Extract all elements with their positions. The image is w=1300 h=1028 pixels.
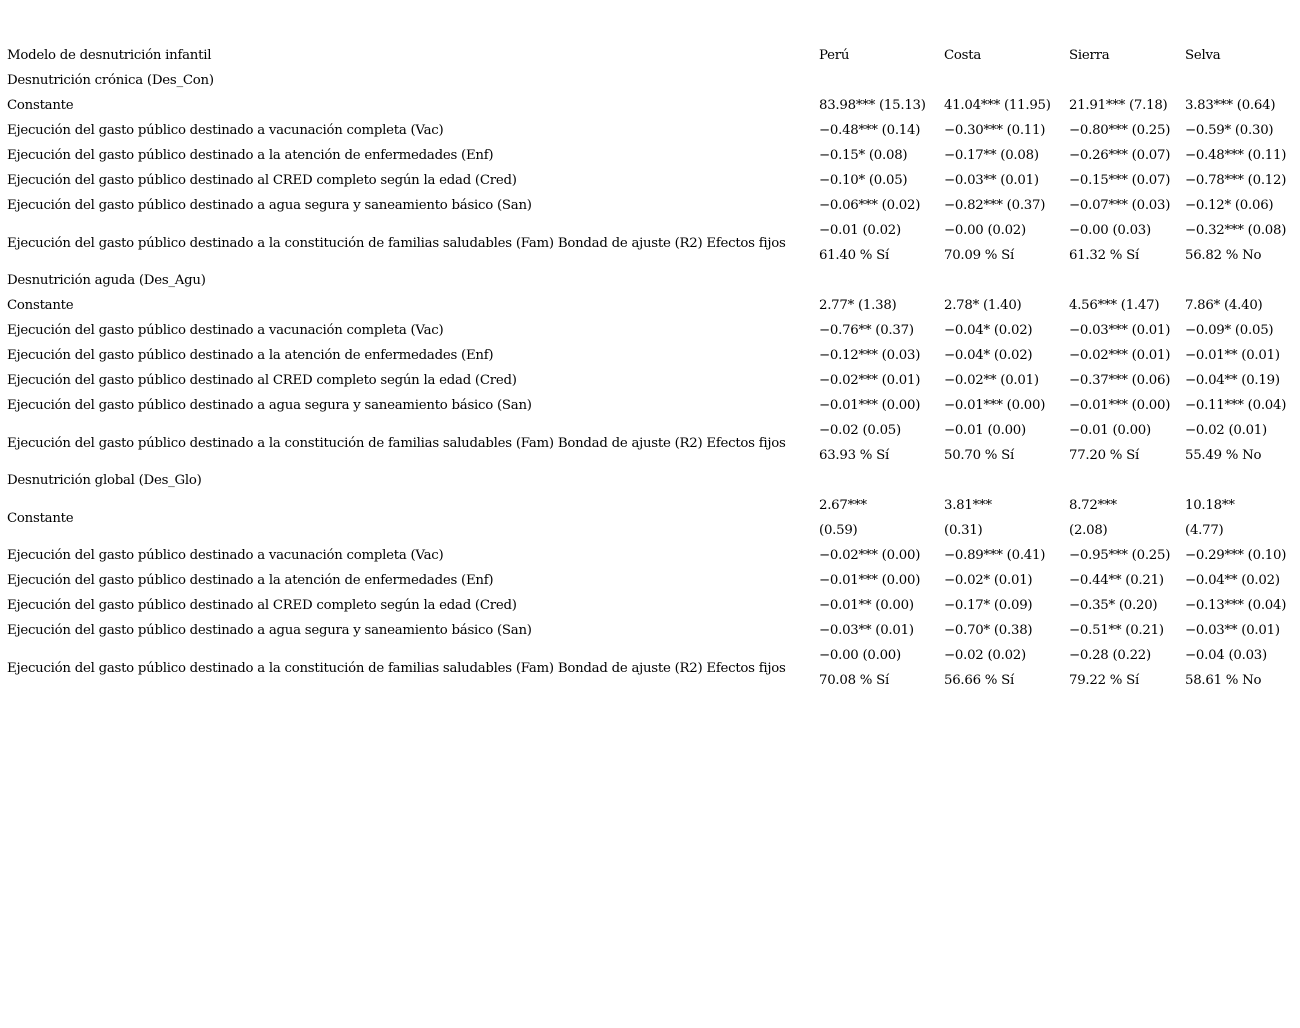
- value-cell: 4.56*** (1.47): [1069, 298, 1160, 313]
- row-label: Ejecución del gasto público destinado a vacunación completa (Vac): [7, 548, 444, 563]
- value-cell: −0.15* (0.08): [819, 148, 908, 163]
- value-cell: −0.28 (0.22): [1069, 648, 1151, 663]
- value-cell: −0.02 (0.05): [819, 423, 901, 438]
- value-cell: −0.01 (0.00): [1069, 423, 1151, 438]
- table-row: [7, 118, 1297, 143]
- value-cell: −0.01 (0.00): [944, 423, 1026, 438]
- value-cell: −0.80*** (0.25): [1069, 123, 1171, 138]
- table-row: [7, 393, 1297, 418]
- fit-cell: 70.08 % Sí: [819, 673, 890, 688]
- row-label: Ejecución del gasto público destinado al CRED completo según la edad (Cred): [7, 598, 517, 613]
- fit-cell: 55.49 % No: [1185, 448, 1262, 463]
- value-cell: −0.03*** (0.01): [1069, 323, 1171, 338]
- fit-cell: 79.22 % Sí: [1069, 673, 1140, 688]
- value-cell: −0.32*** (0.08): [1185, 223, 1287, 238]
- coef-cell: 2.67***: [819, 498, 867, 513]
- table-row: [7, 318, 1297, 343]
- value-cell: −0.35* (0.20): [1069, 598, 1158, 613]
- value-cell: −0.76** (0.37): [819, 323, 914, 338]
- value-cell: −0.04** (0.19): [1185, 373, 1280, 388]
- value-cell: −0.29*** (0.10): [1185, 548, 1287, 563]
- value-cell: 41.04*** (11.95): [944, 98, 1051, 113]
- row-label: Ejecución del gasto público destinado al CRED completo según la edad (Cred): [7, 373, 517, 388]
- table-row: [7, 218, 1297, 243]
- fit-cell: 77.20 % Sí: [1069, 448, 1140, 463]
- table-row: [7, 343, 1297, 368]
- value-cell: −0.04* (0.02): [944, 348, 1033, 363]
- header-cell-costa: Costa: [944, 48, 982, 63]
- row-label: Constante: [7, 510, 74, 526]
- value-cell: −0.13*** (0.04): [1185, 598, 1287, 613]
- fam-fit-label: Ejecución del gasto público destinado a la constitución de familias saludables (Fam) Bondad de ajuste (R2) Efectos fijos: [7, 660, 786, 676]
- value-cell: −0.04** (0.02): [1185, 573, 1280, 588]
- value-cell: −0.37*** (0.06): [1069, 373, 1171, 388]
- value-cell: −0.04 (0.03): [1185, 648, 1267, 663]
- coef-cell: 8.72***: [1069, 498, 1117, 513]
- value-cell: −0.04* (0.02): [944, 323, 1033, 338]
- row-label: Ejecución del gasto público destinado a la atención de enfermedades (Enf): [7, 573, 494, 588]
- value-cell: −0.01*** (0.00): [819, 573, 921, 588]
- table-row: [7, 643, 1297, 668]
- row-label: Ejecución del gasto público destinado a agua segura y saneamiento básico (San): [7, 623, 532, 638]
- fam-fit-label: Ejecución del gasto público destinado a la constitución de familias saludables (Fam) Bondad de ajuste (R2) Efectos fijos: [7, 435, 786, 451]
- table-row: [7, 568, 1297, 593]
- value-cell: −0.03** (0.01): [819, 623, 914, 638]
- table-row: [7, 193, 1297, 218]
- row-label: Ejecución del gasto público destinado a agua segura y saneamiento básico (San): [7, 398, 532, 413]
- row-label: Ejecución del gasto público destinado a vacunación completa (Vac): [7, 123, 444, 138]
- fit-cell: 56.82 % No: [1185, 248, 1262, 263]
- section-title: Desnutrición aguda (Des_Agu): [7, 273, 206, 288]
- value-cell: −0.01*** (0.00): [944, 398, 1046, 413]
- header-cell-selva: Selva: [1185, 48, 1221, 63]
- value-cell: −0.02** (0.01): [944, 373, 1039, 388]
- value-cell: −0.95*** (0.25): [1069, 548, 1171, 563]
- value-cell: −0.01 (0.02): [819, 223, 901, 238]
- table-row: [7, 543, 1297, 568]
- coef-cell: 10.18**: [1185, 498, 1235, 513]
- value-cell: −0.03** (0.01): [1185, 623, 1280, 638]
- table-row: [7, 168, 1297, 193]
- fit-cell: 63.93 % Sí: [819, 448, 890, 463]
- value-cell: −0.89*** (0.41): [944, 548, 1046, 563]
- row-label: Constante: [7, 298, 74, 313]
- value-cell: −0.48*** (0.14): [819, 123, 921, 138]
- value-cell: 83.98*** (15.13): [819, 98, 926, 113]
- value-cell: −0.11*** (0.04): [1185, 398, 1287, 413]
- value-cell: −0.02 (0.02): [944, 648, 1026, 663]
- table-row: [7, 418, 1297, 443]
- value-cell: −0.01** (0.01): [1185, 348, 1280, 363]
- value-cell: −0.78*** (0.12): [1185, 173, 1287, 188]
- header-cell-sierra: Sierra: [1069, 48, 1110, 63]
- table-row: [7, 593, 1297, 618]
- table-row: [7, 368, 1297, 393]
- fit-cell: 61.32 % Sí: [1069, 248, 1140, 263]
- value-cell: −0.44** (0.21): [1069, 573, 1164, 588]
- stderr-cell: (0.59): [819, 523, 858, 538]
- table-row: [7, 618, 1297, 643]
- table-row: [7, 143, 1297, 168]
- value-cell: −0.59* (0.30): [1185, 123, 1274, 138]
- value-cell: −0.17* (0.09): [944, 598, 1033, 613]
- value-cell: −0.12*** (0.03): [819, 348, 921, 363]
- table-row: [7, 293, 1297, 318]
- value-cell: −0.00 (0.02): [944, 223, 1026, 238]
- value-cell: −0.17** (0.08): [944, 148, 1039, 163]
- row-label: Ejecución del gasto público destinado a vacunación completa (Vac): [7, 323, 444, 338]
- value-cell: −0.06*** (0.02): [819, 198, 921, 213]
- value-cell: −0.00 (0.00): [819, 648, 901, 663]
- value-cell: −0.01** (0.00): [819, 598, 914, 613]
- stderr-cell: (4.77): [1185, 523, 1224, 538]
- table-header-row: [7, 43, 1297, 68]
- value-cell: −0.02*** (0.01): [1069, 348, 1171, 363]
- value-cell: −0.70* (0.38): [944, 623, 1033, 638]
- table-row: [7, 93, 1297, 118]
- stderr-cell: (2.08): [1069, 523, 1108, 538]
- section-title: Desnutrición crónica (Des_Con): [7, 73, 214, 88]
- results-table-body: [7, 43, 1297, 693]
- value-cell: −0.01*** (0.00): [1069, 398, 1171, 413]
- value-cell: 21.91*** (7.18): [1069, 98, 1168, 113]
- fit-cell: 56.66 % Sí: [944, 673, 1015, 688]
- value-cell: −0.02* (0.01): [944, 573, 1033, 588]
- value-cell: −0.12* (0.06): [1185, 198, 1274, 213]
- value-cell: −0.01*** (0.00): [819, 398, 921, 413]
- table-row: [7, 493, 1297, 518]
- value-cell: 3.83*** (0.64): [1185, 98, 1276, 113]
- value-cell: 2.77* (1.38): [819, 298, 897, 313]
- fit-cell: 50.70 % Sí: [944, 448, 1015, 463]
- section-title-row: [7, 68, 1297, 93]
- row-label: Ejecución del gasto público destinado a agua segura y saneamiento básico (San): [7, 198, 532, 213]
- header-cell-model: Modelo de desnutrición infantil: [7, 48, 212, 63]
- value-cell: −0.03** (0.01): [944, 173, 1039, 188]
- row-label: Ejecución del gasto público destinado a la atención de enfermedades (Enf): [7, 348, 494, 363]
- results-table: [7, 43, 1297, 693]
- value-cell: −0.02*** (0.00): [819, 548, 921, 563]
- value-cell: 2.78* (1.40): [944, 298, 1022, 313]
- value-cell: −0.30*** (0.11): [944, 123, 1046, 138]
- coef-cell: 3.81***: [944, 498, 992, 513]
- fit-cell: 61.40 % Sí: [819, 248, 890, 263]
- row-label: Ejecución del gasto público destinado a la atención de enfermedades (Enf): [7, 148, 494, 163]
- stderr-cell: (0.31): [944, 523, 983, 538]
- section-title-row: [7, 468, 1297, 493]
- value-cell: −0.82*** (0.37): [944, 198, 1046, 213]
- value-cell: −0.02 (0.01): [1185, 423, 1267, 438]
- fit-cell: 70.09 % Sí: [944, 248, 1015, 263]
- row-label: Ejecución del gasto público destinado al CRED completo según la edad (Cred): [7, 173, 517, 188]
- value-cell: −0.02*** (0.01): [819, 373, 921, 388]
- value-cell: −0.09* (0.05): [1185, 323, 1274, 338]
- section-title-row: [7, 268, 1297, 293]
- header-cell-peru: Perú: [819, 48, 850, 63]
- section-title: Desnutrición global (Des_Glo): [7, 473, 202, 488]
- value-cell: −0.10* (0.05): [819, 173, 908, 188]
- value-cell: −0.07*** (0.03): [1069, 198, 1171, 213]
- value-cell: −0.00 (0.03): [1069, 223, 1151, 238]
- value-cell: −0.26*** (0.07): [1069, 148, 1171, 163]
- value-cell: −0.48*** (0.11): [1185, 148, 1287, 163]
- value-cell: −0.15*** (0.07): [1069, 173, 1171, 188]
- value-cell: 7.86* (4.40): [1185, 298, 1263, 313]
- fam-fit-label: Ejecución del gasto público destinado a la constitución de familias saludables (Fam) Bondad de ajuste (R2) Efectos fijos: [7, 235, 786, 251]
- row-label: Constante: [7, 98, 74, 113]
- fit-cell: 58.61 % No: [1185, 673, 1262, 688]
- value-cell: −0.51** (0.21): [1069, 623, 1164, 638]
